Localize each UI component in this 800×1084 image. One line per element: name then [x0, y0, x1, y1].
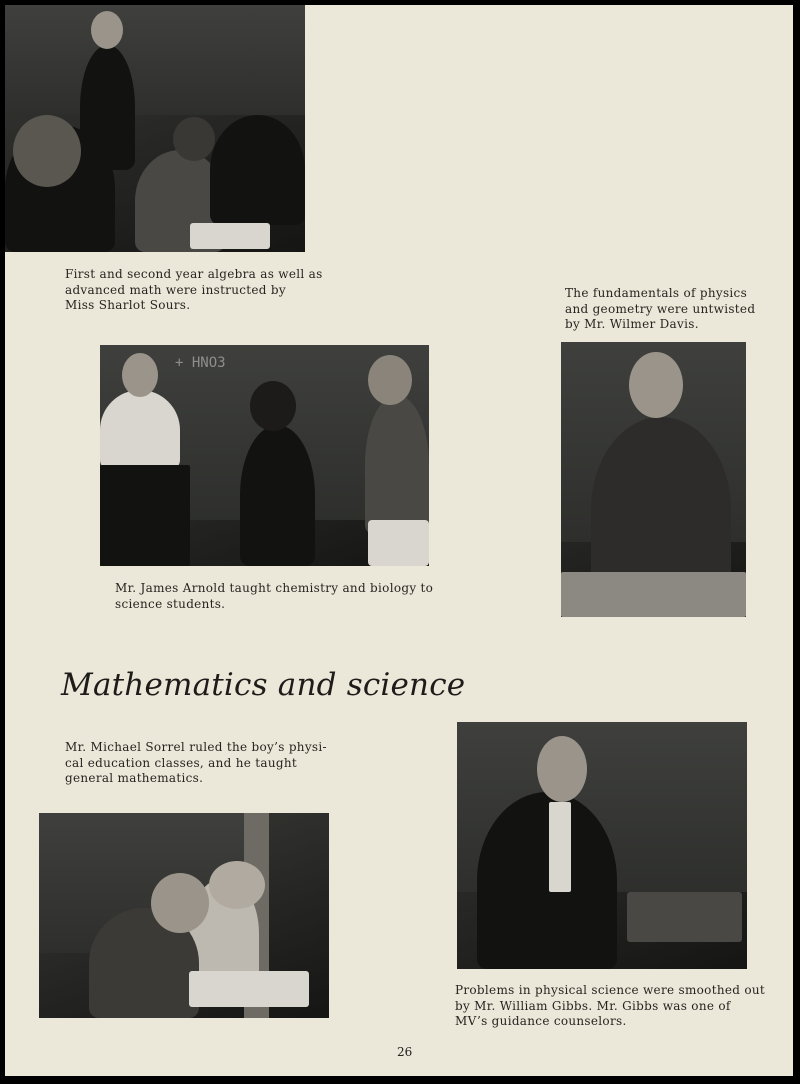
caption-pe: [65, 740, 327, 787]
caption-line: MV’s guidance counselors.: [455, 1014, 627, 1028]
caption-line: advanced math were instructed by: [65, 282, 286, 297]
caption-line: by Mr. Wilmer Davis.: [565, 317, 699, 331]
caption-line: science students.: [115, 596, 226, 611]
caption-line: The fundamentals of physics: [565, 286, 748, 300]
photo-physics-teacher: [561, 342, 746, 617]
caption-line: cal education classes, and he taught: [65, 755, 298, 770]
caption-algebra: [65, 267, 323, 314]
caption-line: Mr. James Arnold taught chemistry and biology to: [115, 581, 434, 595]
page-number: 26: [397, 1045, 413, 1059]
caption-chemistry: [115, 581, 433, 612]
photo-chemistry-lab: [100, 345, 429, 566]
photo-algebra-classroom: [5, 5, 305, 252]
photo-physical-science-teacher: [457, 722, 747, 969]
caption-line: by Mr. William Gibbs. Mr. Gibbs was one of: [455, 998, 731, 1013]
caption-line: and geometry were untwisted: [565, 301, 756, 316]
photo-pe-teacher: [39, 813, 329, 1018]
yearbook-page: [5, 5, 793, 1076]
caption-line: Miss Sharlot Sours.: [65, 298, 191, 312]
caption-line: First and second year algebra as well as: [65, 267, 323, 281]
chalkboard-text: + HNO3: [175, 355, 226, 371]
caption-line: general mathematics.: [65, 771, 204, 785]
section-title: Mathematics and science: [61, 667, 466, 703]
caption-line: Problems in physical science were smoothed out: [455, 983, 766, 997]
caption-physics: [565, 286, 755, 333]
caption-physical-science: [455, 983, 765, 1030]
caption-line: Mr. Michael Sorrel ruled the boy’s physi-: [65, 740, 327, 754]
